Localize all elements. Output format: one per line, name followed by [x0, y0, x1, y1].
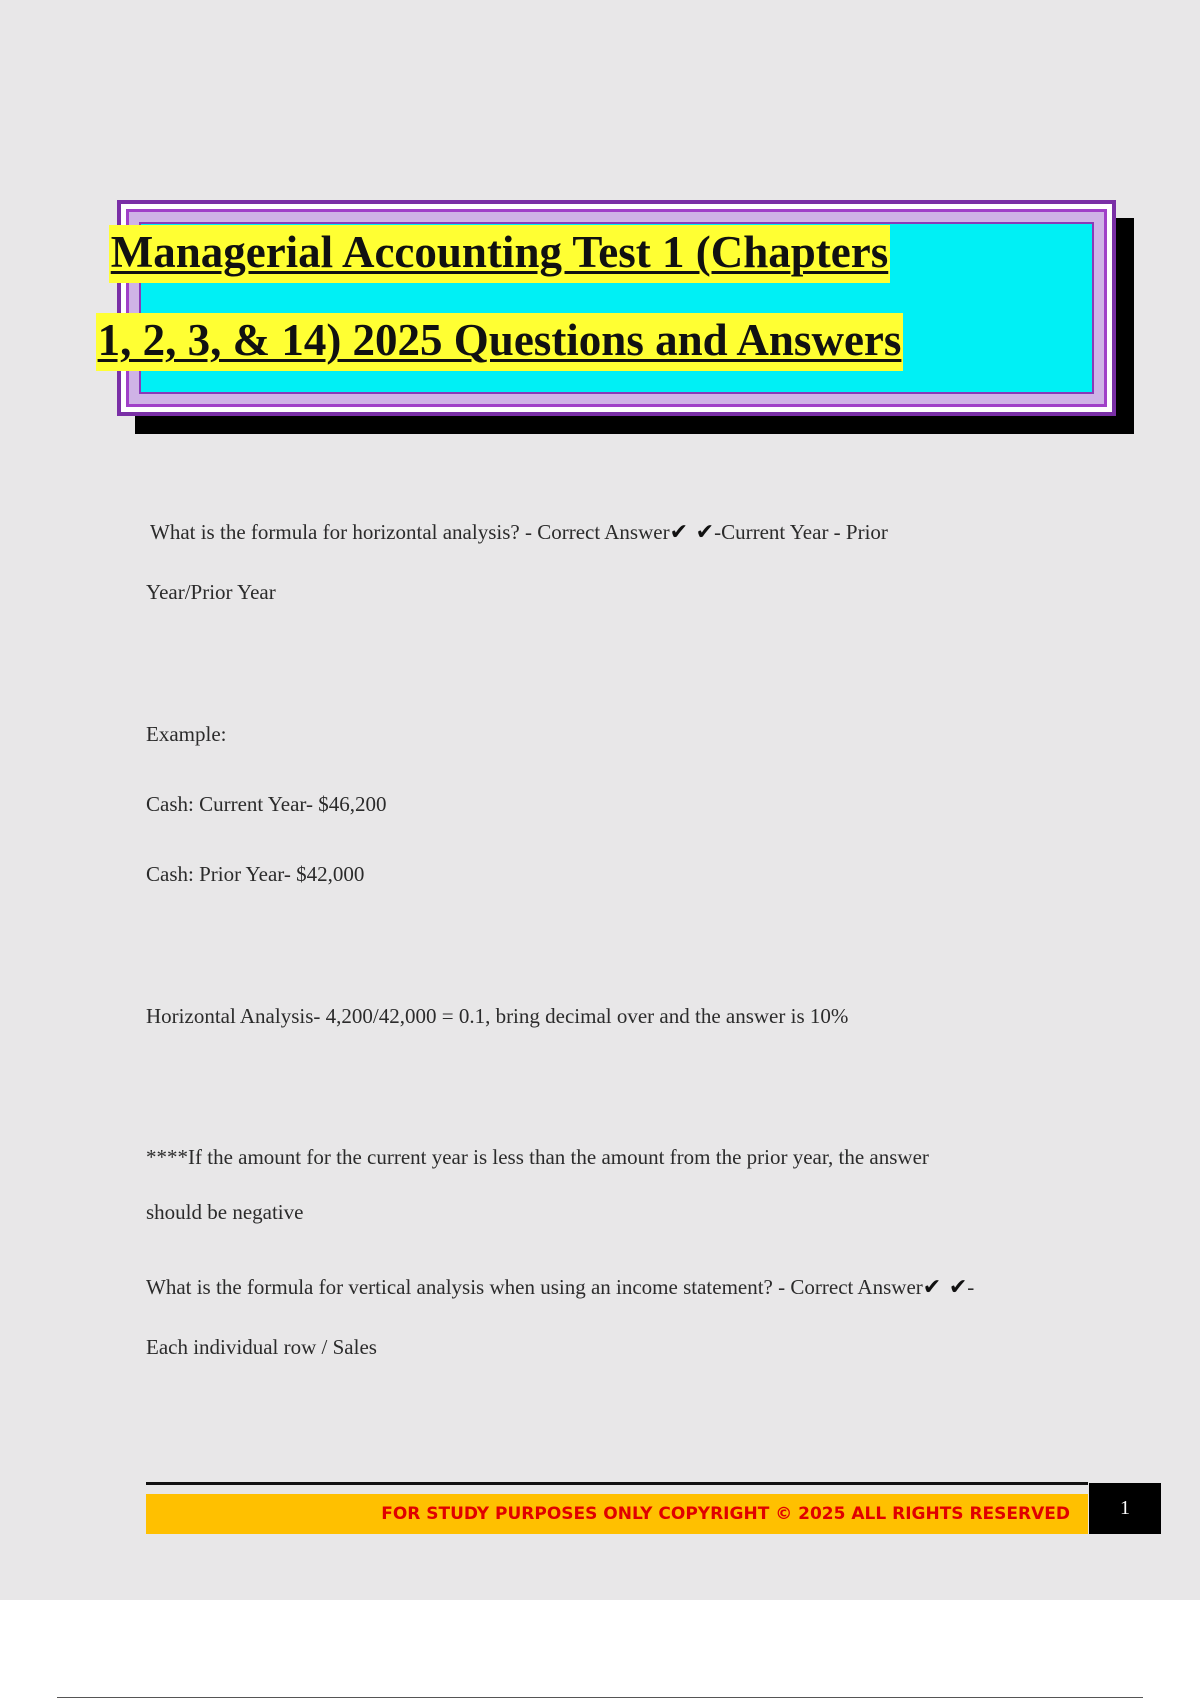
- note-line-1: ****If the amount for the current year is less than the amount from the prior year, the answer: [146, 1145, 929, 1169]
- checkmark-icon: ✔ ✔: [669, 520, 715, 545]
- title-text-2: 1, 2, 3, & 14) 2025 Questions and Answers: [96, 313, 904, 371]
- horizontal-analysis-result: Horizontal Analysis- 4,200/42,000 = 0.1, bring decimal over and the answer is 10%: [146, 1004, 849, 1028]
- answer-2-continuation: Each individual row / Sales: [146, 1335, 377, 1359]
- footer-copyright: FOR STUDY PURPOSES ONLY COPYRIGHT © 2025 ALL RIGHTS RESERVED: [381, 1504, 1070, 1524]
- checkmark-icon: ✔ ✔: [922, 1275, 968, 1300]
- question-2-line: [146, 1275, 974, 1300]
- title-line-1: [0, 227, 999, 277]
- question-1-text: What is the formula for horizontal analysis? - Correct Answer: [150, 520, 670, 544]
- answer-2-dash: -: [967, 1275, 975, 1299]
- example-label: Example:: [146, 722, 227, 746]
- page-number: 1: [1089, 1483, 1161, 1534]
- title-text-1: Managerial Accounting Test 1 (Chapters: [109, 225, 891, 283]
- question-1-line: [150, 520, 888, 545]
- cash-prior-year: Cash: Prior Year- $42,000: [146, 862, 365, 886]
- footer-rule: [146, 1482, 1088, 1485]
- answer-1-continuation: Year/Prior Year: [146, 580, 276, 604]
- next-page-rule: [57, 1697, 1143, 1698]
- cash-current-year: Cash: Current Year- $46,200: [146, 792, 387, 816]
- answer-1-text: -Current Year - Prior: [714, 520, 888, 544]
- title-line-2: [0, 315, 999, 365]
- question-2-text: What is the formula for vertical analysis when using an income statement? - Correct Answer: [146, 1275, 923, 1299]
- note-line-2: should be negative: [146, 1200, 304, 1224]
- footer-bar: [146, 1494, 1088, 1534]
